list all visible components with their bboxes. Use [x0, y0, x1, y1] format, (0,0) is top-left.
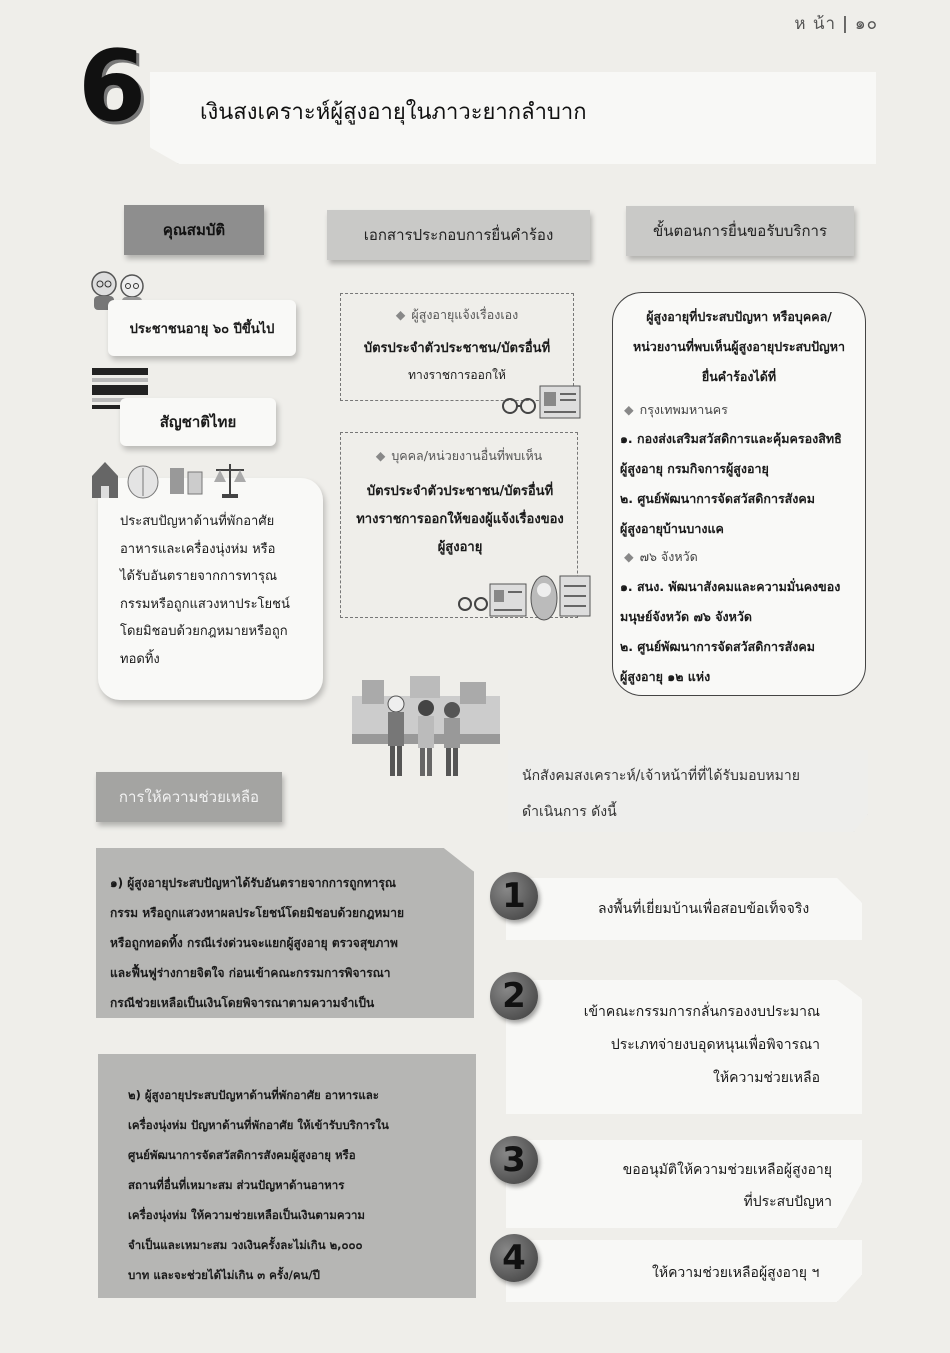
bangkok-offices — [620, 424, 864, 544]
house-icon — [90, 460, 120, 500]
step-2-text — [520, 996, 820, 1095]
glasses-id-card-and-person-icon — [456, 568, 592, 626]
step-2-number: 2 — [490, 972, 538, 1020]
document-line: บัตรประจำตัวประชาชน/บัตรอื่นที่ — [363, 341, 551, 356]
age-qualification: ประชาชนอายุ ๖๐ ปีขึ้นไป — [108, 300, 296, 356]
case-1-line: และฟื้นฟูร่างกายจิตใจ ก่อนเข้าคณะกรรมการพิจารณา — [110, 966, 391, 980]
document-line: ทางราชการออกให้ของผู้แจ้งเรื่องของ — [356, 512, 564, 527]
other-report-label: ◆ บุคคล/หน่วยงานอื่นที่พบเห็น — [375, 448, 543, 463]
case-2-line: เครื่องนุ่งห่ม ปัญหาด้านที่พักอาศัย ให้เข้ารับบริการใน — [128, 1118, 389, 1132]
diamond-bullet-icon: ◆ — [395, 307, 406, 322]
document-line: บัตรประจำตัวประชาชน/บัตรอื่นที่ — [366, 484, 554, 499]
food-icon — [126, 460, 160, 500]
social-worker-text — [522, 758, 866, 830]
problem-text — [120, 508, 320, 673]
document-line: ผู้สูงอายุ — [437, 540, 483, 555]
page-number-value: ๑๐ — [854, 14, 878, 34]
diamond-bullet-icon: ◆ — [624, 402, 634, 417]
office-line: มนุษย์จังหวัด ๗๖ จังหวัด — [620, 609, 752, 624]
office-line: ๑. สนง. พัฒนาสังคมและความมั่นคงของ — [620, 579, 841, 594]
nationality-qualification: สัญชาติไทย — [120, 398, 276, 446]
case-2-line: ศูนย์พัฒนาการจัดสวัสดิการสังคมผู้สูงอายุ หรือ — [128, 1148, 356, 1162]
procedure-intro-line: ผู้สูงอายุที่ประสบปัญหา หรือบุคคล/ — [646, 309, 832, 324]
page-title: เงินสงเคราะห์ผู้สูงอายุในภาวะยากลำบาก — [200, 100, 587, 125]
office-line: ๑. กองส่งเสริมสวัสดิการและคุ้มครองสิทธิ — [620, 431, 842, 446]
qualifications-header: คุณสมบัติ — [124, 205, 264, 255]
document-line: ทางราชการออกให้ — [408, 368, 506, 382]
case-1-line: กรณีช่วยเหลือเป็นเงินโดยพิจารณาตามความจำเป็น — [110, 996, 375, 1010]
self-report-documents-text — [340, 336, 574, 388]
diamond-bullet-icon: ◆ — [375, 448, 386, 463]
scales-icon — [212, 460, 248, 500]
province-offices — [620, 572, 864, 692]
case-2-line: เครื่องนุ่งห่ม ให้ความช่วยเหลือเป็นเงินตามความ — [128, 1208, 366, 1222]
case-1-text — [110, 868, 470, 1018]
glasses-and-id-card-icon — [500, 382, 582, 426]
step-3-text — [560, 1154, 832, 1218]
page-number: ห น้า | ๑๐ — [794, 14, 878, 34]
step-3-line: ขออนุมัติให้ความช่วยเหลือผู้สูงอายุ — [622, 1162, 832, 1178]
case-2-text — [128, 1080, 468, 1290]
case-2-line: สถานที่อื่นที่เหมาะสม ส่วนปัญหาด้านอาหาร — [128, 1178, 345, 1192]
chapter-number: 6 — [78, 30, 147, 144]
office-line: ผู้สูงอายุ กรมกิจการผู้สูงอายุ — [620, 461, 769, 476]
social-workers-illustration — [352, 676, 500, 788]
procedure-header: ขั้นตอนการยื่นขอรับบริการ — [626, 206, 854, 256]
page-label: ห น้า — [794, 14, 837, 34]
office-line: ๒. ศูนย์พัฒนาการจัดสวัสดิการสังคม — [620, 639, 816, 654]
problem-line: ได้รับอันตรายจากการทารุณ — [120, 569, 278, 584]
procedure-intro-line: ยื่นคำร้องได้ที่ — [701, 369, 777, 384]
problem-line: ประสบปัญหาด้านที่พักอาศัย — [120, 514, 275, 529]
case-1-line: หรือถูกทอดทิ้ง กรณีเร่งด่วนจะแยกผู้สูงอายุ ตรวจสุขภาพ — [110, 936, 398, 950]
problem-line: กรรมหรือถูกแสวงหาประโยชน์ — [120, 596, 290, 612]
diamond-bullet-icon: ◆ — [624, 549, 634, 564]
case-2-line: ๒) ผู้สูงอายุประสบปัญหาด้านที่พักอาศัย อาหารและ — [128, 1088, 379, 1102]
provinces-label: ◆ ๗๖ จังหวัด — [624, 549, 698, 564]
step-4-number: 4 — [490, 1234, 538, 1282]
self-report-label: ◆ ผู้สูงอายุแจ้งเรื่องเอง — [395, 307, 519, 322]
documents-header: เอกสารประกอบการยื่นคำร้อง — [327, 210, 590, 260]
procedure-intro-line: หน่วยงานที่พบเห็นผู้สูงอายุประสบปัญหา — [633, 339, 845, 354]
social-worker-line: นักสังคมสงเคราะห์/เจ้าหน้าที่ที่ได้รับมอบหมาย — [522, 768, 800, 784]
office-line: ๒. ศูนย์พัฒนาการจัดสวัสดิการสังคม — [620, 491, 816, 506]
step-1-text: ลงพื้นที่เยี่ยมบ้านเพื่อสอบข้อเท็จจริง — [598, 901, 810, 917]
step-3-number: 3 — [490, 1136, 538, 1184]
step-2-line: เข้าคณะกรรมการกลั่นกรองงบประมาณ — [583, 1004, 820, 1020]
assistance-header: การให้ความช่วยเหลือ — [96, 772, 282, 822]
case-2-line: บาท และจะช่วยได้ไม่เกิน ๓ ครั้ง/คน/ปี — [128, 1268, 320, 1282]
step-3-line: ที่ประสบปัญหา — [743, 1194, 832, 1210]
problem-line: โดยมิชอบด้วยกฎหมายหรือถูก — [120, 624, 288, 639]
other-report-documents-text — [344, 478, 576, 562]
case-1-line: กรรม หรือถูกแสวงหาผลประโยชน์โดยมิชอบด้วยกฎหมาย — [110, 906, 404, 920]
step-4-text: ให้ความช่วยเหลือผู้สูงอายุ ฯ — [652, 1265, 820, 1281]
step-2-line: ประเภทจ่ายงบอุดหนุนเพื่อพิจารณา — [610, 1037, 820, 1053]
social-worker-line: ดำเนินการ ดังนี้ — [522, 804, 617, 820]
problem-line: ทอดทิ้ง — [120, 651, 160, 667]
step-2-line: ให้ความช่วยเหลือ — [713, 1070, 820, 1086]
office-line: ผู้สูงอายุ ๑๒ แห่ง — [620, 669, 711, 684]
problem-line: อาหารและเครื่องนุ่งห่ม หรือ — [120, 541, 276, 557]
clothes-icon — [166, 460, 206, 500]
case-1-line: ๑) ผู้สูงอายุประสบปัญหาได้รับอันตรายจากการถูกทารุณ — [110, 876, 396, 890]
procedure-intro — [612, 302, 866, 392]
case-2-line: จำเป็นและเหมาะสม วงเงินครั้งละไม่เกิน ๒,๐๐๐ — [128, 1238, 363, 1252]
bangkok-label: ◆ กรุงเทพมหานคร — [624, 402, 728, 417]
problem-icons — [90, 460, 248, 500]
step-1-number: 1 — [490, 872, 538, 920]
office-line: ผู้สูงอายุบ้านบางแค — [620, 521, 724, 536]
